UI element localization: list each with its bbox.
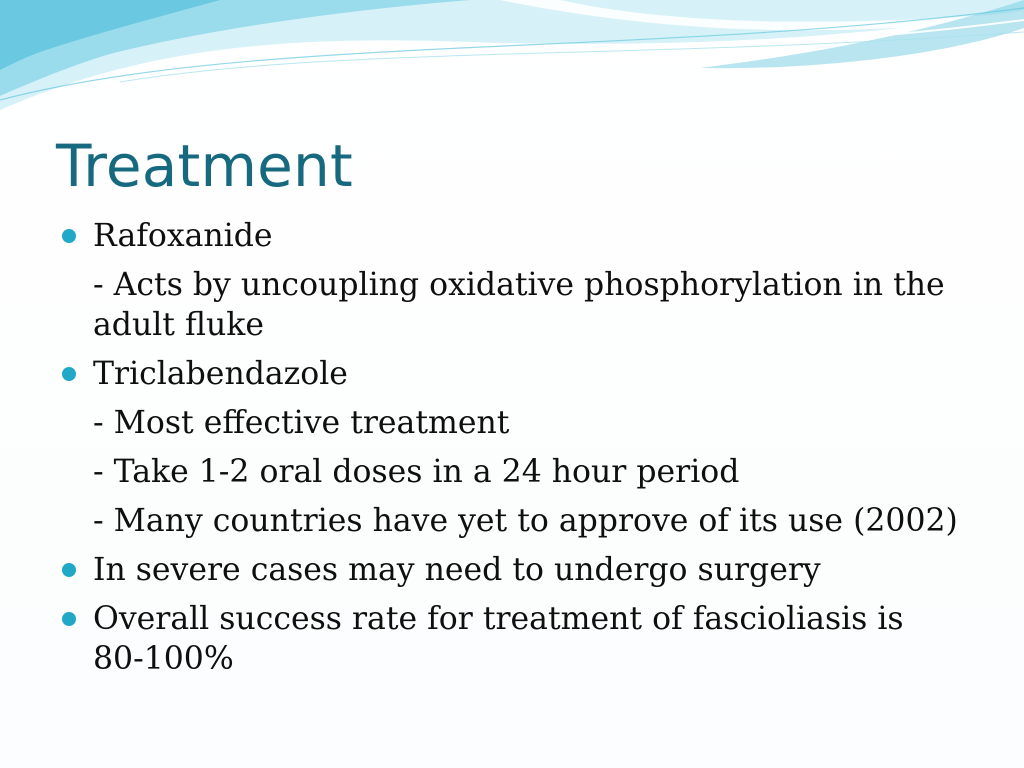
bullet-icon (62, 229, 76, 243)
sub-item: - Most effective treatment (93, 405, 510, 441)
bullet-item (60, 599, 960, 679)
bullet-icon (62, 612, 76, 626)
sub-item: - Take 1-2 oral doses in a 24 hour period (93, 454, 740, 490)
bullet-icon (62, 563, 76, 577)
bullet-item (60, 550, 960, 590)
wave-decoration-icon (0, 0, 1024, 120)
sub-item: - Acts by uncoupling oxidative phosphorylation in the adult fluke (93, 267, 945, 343)
bullet-item (60, 354, 960, 394)
bullet-item (60, 216, 960, 256)
bullet-text: In severe cases may need to undergo surgery (93, 552, 821, 588)
slide-title: Treatment (56, 132, 353, 200)
bullet-text: Overall success rate for treatment of fascioliasis is 80-100% (93, 601, 904, 677)
bullet-text: Triclabendazole (93, 356, 348, 392)
sub-item: - Many countries have yet to approve of its use (2002) (93, 503, 958, 539)
slide-content (60, 216, 960, 688)
bullet-text: Rafoxanide (93, 218, 273, 254)
bullet-icon (62, 367, 76, 381)
